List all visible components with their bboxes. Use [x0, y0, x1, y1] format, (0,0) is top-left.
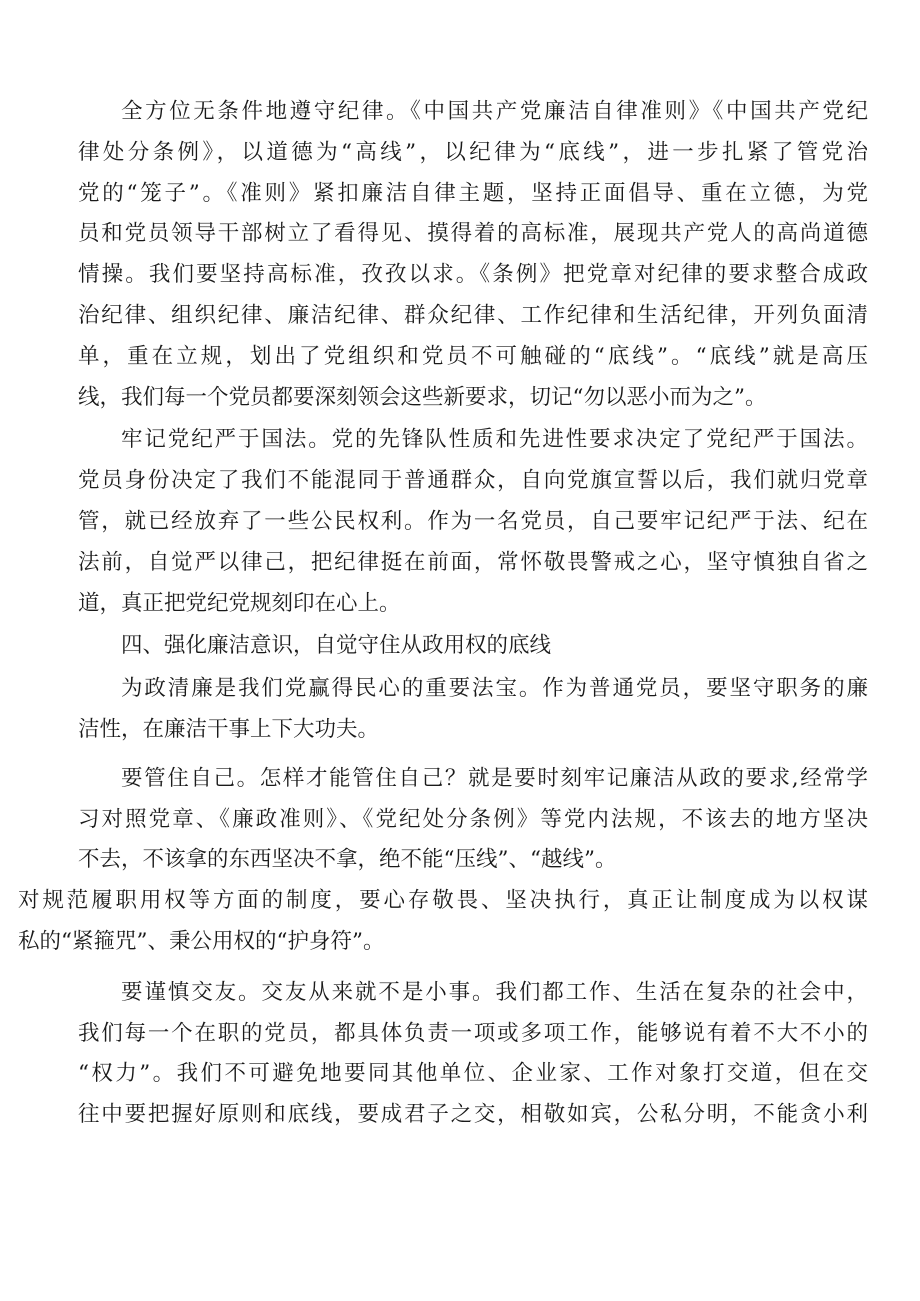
paragraph-friendship [78, 973, 868, 1136]
text-line: 管，就已经放弃了一些公民权利。作为一名党员，自己要牢记纪严于法、纪在 [78, 508, 868, 534]
paragraph-integrity [78, 669, 868, 751]
text-line: 为政清廉是我们党赢得民心的重要法宝。作为普通党员，要坚守职务的廉 [121, 676, 868, 702]
paragraph-party-discipline [78, 420, 868, 624]
text-line: 往中要把握好原则和底线，要成君子之交，相敬如宾，公私分明，不能贪小利 [78, 1102, 868, 1128]
text-line: 党员身份决定了我们不能混同于普通群众，自向党旗宣誓以后，我们就归党章 [78, 468, 868, 494]
text-line: 员和党员领导干部树立了看得见、摸得着的高标准，展现共产党人的高尚道德 [78, 221, 868, 247]
text-line: 治纪律、组织纪律、廉洁纪律、群众纪律、工作纪律和生活纪律，开列负面清 [78, 302, 868, 328]
document-body [18, 92, 868, 1136]
text-line: 法前，自觉严以律己，把纪律挺在前面，常怀敬畏警戒之心，坚守慎独自省之 [78, 549, 868, 575]
paragraph-regulations [18, 881, 868, 963]
text-line: 党的“笼子”。《准则》紧扣廉洁自律主题，坚持正面倡导、重在立德，为党 [78, 180, 868, 206]
text-line: 牢记党纪严于国法。党的先锋队性质和先进性要求决定了党纪严于国法。 [121, 427, 868, 453]
paragraph-discipline-code [78, 92, 868, 418]
text-line: 单，重在立规，划出了党组织和党员不可触碰的“底线”。“底线”就是高压 [78, 343, 868, 369]
text-line: 不去，不该拿的东西坚决不拿，绝不能“压线”、“越线”。 [78, 847, 617, 873]
text-line: 洁性，在廉洁干事上下大功夫。 [78, 716, 380, 742]
text-line: 私的“紧箍咒”、秉公用权的“护身符”。 [18, 928, 385, 954]
text-line: 律处分条例》，以道德为“高线”，以纪律为“底线”，进一步扎紧了管党治 [78, 139, 868, 165]
text-line: 全方位无条件地遵守纪律。《中国共产党廉洁自律准则》《中国共产党纪 [121, 99, 868, 124]
text-line: 对规范履职用权等方面的制度，要心存敬畏、坚决执行，真正让制度成为以权谋 [18, 888, 868, 914]
text-line: “权力”。我们不可避免地要同其他单位、企业家、工作对象打交道，但在交 [78, 1061, 868, 1087]
text-line: 情操。我们要坚持高标准，孜孜以求。《条例》把党章对纪律的要求整合成政 [78, 262, 868, 288]
text-line: 要管住自己。怎样才能管住自己？就是要时刻牢记廉洁从政的要求,经常学 [121, 765, 868, 791]
text-line: 要谨慎交友。交友从来就不是小事。我们都工作、生活在复杂的社会中， [121, 979, 868, 1005]
text-line: 道，真正把党纪党规刻印在心上。 [78, 590, 401, 616]
section-heading [78, 626, 868, 667]
text-line: 我们每一个在职的党员，都具体负责一项或多项工作，能够说有着不大不小的 [78, 1020, 868, 1046]
paragraph-self-control [78, 759, 868, 881]
section-heading-text: 四、强化廉洁意识，自觉守住从政用权的底线 [121, 633, 552, 659]
text-line: 线，我们每一个党员都要深刻领会这些新要求，切记“勿以恶小而为之”。 [78, 384, 767, 410]
text-line: 习对照党章、《廉政准则》、《党纪处分条例》等党内法规，不该去的地方坚决 [78, 806, 868, 832]
